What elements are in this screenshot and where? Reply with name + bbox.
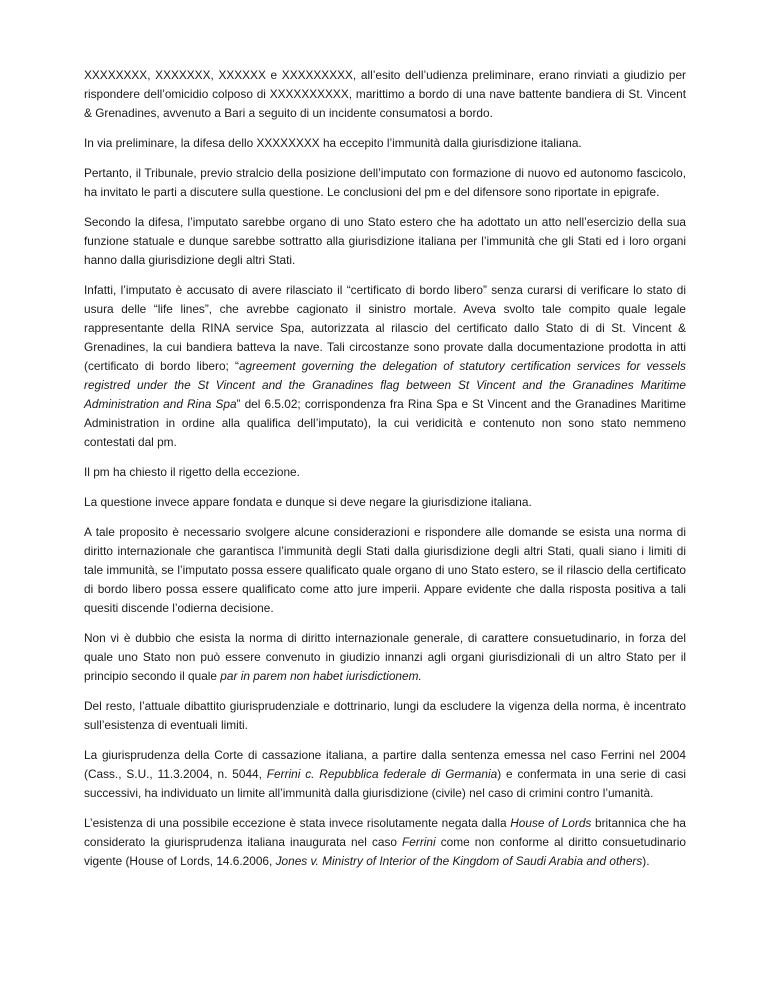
text-run: La questione invece appare fondata e dunque si deve negare la giurisdizione italiana. <box>84 495 532 509</box>
paragraph <box>84 629 686 686</box>
paragraph <box>84 213 686 270</box>
text-run: L’esistenza di una possibile eccezione è stata invece risolutamente negata dalla <box>84 816 511 830</box>
text-run: Infatti, l’imputato è accusato di avere rilasciato il “certificato di bordo libero” senza curarsi di verificare lo stato di usura delle “life lines”, che avrebbe cagionato il sinistro mortale. Aveva svolto tale compito quale legale rappresentante della RINA service Spa, autorizzata al rilascio del certificato dallo Stato di di St. Vincent & Grenadines, la cui bandiera batteva la nave. Tali circostanze sono provate dalla documentazione prodotta in atti (certificato di bordo libero; “ <box>84 283 686 373</box>
text-run: ) e confermata in una serie di casi successivi, ha individuato un limite all’immunità dalla giurisdizione (civile) nel caso di crimini contro l’umanità. <box>84 767 686 800</box>
paragraph <box>84 814 686 871</box>
text-run: A tale proposito è necessario svolgere alcune considerazioni e rispondere alle domande se esista una norma di diritto internazionale che garantisca l’immunità degli Stati dalla giurisdizione degli altri Stati, quali siano i limiti di tale immunità, se l’imputato possa essere qualificato quale organo di uno Stato estero, se il rilascio della certificato di bordo libero possa essere qualificato come atto jure imperii. Appare evidente che dalla risposta positiva a tali quesiti discende l’odierna decisione. <box>84 525 686 615</box>
paragraph <box>84 746 686 803</box>
document-body <box>84 66 686 882</box>
paragraph <box>84 66 686 123</box>
text-run: ” del 6.5.02; corrispondenza fra Rina Spa e St Vincent and the Granadines Maritime Administration in ordine alla qualifica dell’imputato), la cui veridicità e contenuto non sono stato nemmeno contestati dal pm. <box>84 397 686 449</box>
text-run: Secondo la difesa, l’imputato sarebbe organo di uno Stato estero che ha adottato un atto nell’esercizio della sua funzione statuale e dunque sarebbe sottratto alla giurisdizione italiana per l’immunità che gli Stati ed i loro organi hanno dalla giurisdizione degli altri Stati. <box>84 215 686 267</box>
paragraph <box>84 281 686 452</box>
text-run: Non vi è dubbio che esista la norma di diritto internazionale generale, di carattere consuetudinario, in forza del quale uno Stato non può essere convenuto in giudizio innanzi agli organi giurisdizionali di un altro Stato per il principio secondo il quale <box>84 631 686 683</box>
text-run: Pertanto, il Tribunale, previo stralcio della posizione dell’imputato con formazione di nuovo ed autonomo fascicolo, ha invitato le parti a discutere sulla questione. Le conclusioni del pm e del difensore sono riportate in epigrafe. <box>84 166 686 199</box>
text-run: ). <box>642 854 650 868</box>
text-run: Del resto, l’attuale dibattito giurisprudenziale e dottrinario, lungi da escludere la vigenza della norma, è incentrato sull’esistenza di eventuali limiti. <box>84 699 686 732</box>
paragraph <box>84 463 686 482</box>
italic-text: House of Lords <box>510 816 592 830</box>
text-run: In via preliminare, la difesa dello XXXXXXXX ha eccepito l’immunità dalla giurisdizione italiana. <box>84 136 582 150</box>
text-run: Il pm ha chiesto il rigetto della eccezione. <box>84 465 300 479</box>
paragraph <box>84 523 686 618</box>
italic-text: agreement governing the delegation of statutory certification services for vessels registred under the St Vincent and the Granadines flag between St Vincent and the Granadines Maritime Administration and Rina Spa <box>84 359 686 411</box>
paragraph <box>84 493 686 512</box>
paragraph <box>84 697 686 735</box>
text-run: La giurisprudenza della Corte di cassazione italiana, a partire dalla sentenza emessa nel caso Ferrini nel 2004 (Cass., S.U., 11.3.2004, n. 5044, <box>84 748 686 781</box>
italic-text: Ferrini c. Repubblica federale di Germania <box>266 767 498 781</box>
text-run: XXXXXXXX, XXXXXXX, XXXXXX e XXXXXXXXX, all’esito dell’udienza preliminare, erano rinviati a giudizio per rispondere dell’omicidio colposo di XXXXXXXXXX, marittimo a bordo di una nave battente bandiera di St. Vincent & Grenadines, avvenuto a Bari a seguito di un incidente consumatosi a bordo. <box>84 68 686 120</box>
italic-text: Jones v. Ministry of Interior of the Kingdom of Saudi Arabia and others <box>275 854 643 868</box>
text-run: come non conforme al diritto consuetudinario vigente (House of Lords, 14.6.2006, <box>84 835 686 868</box>
paragraph <box>84 134 686 153</box>
italic-text: par in parem non habet iurisdictionem. <box>220 669 422 683</box>
text-run: britannica che ha considerato la giurisprudenza italiana inaugurata nel caso <box>84 816 686 849</box>
italic-text: Ferrini <box>402 835 436 849</box>
paragraph <box>84 164 686 202</box>
